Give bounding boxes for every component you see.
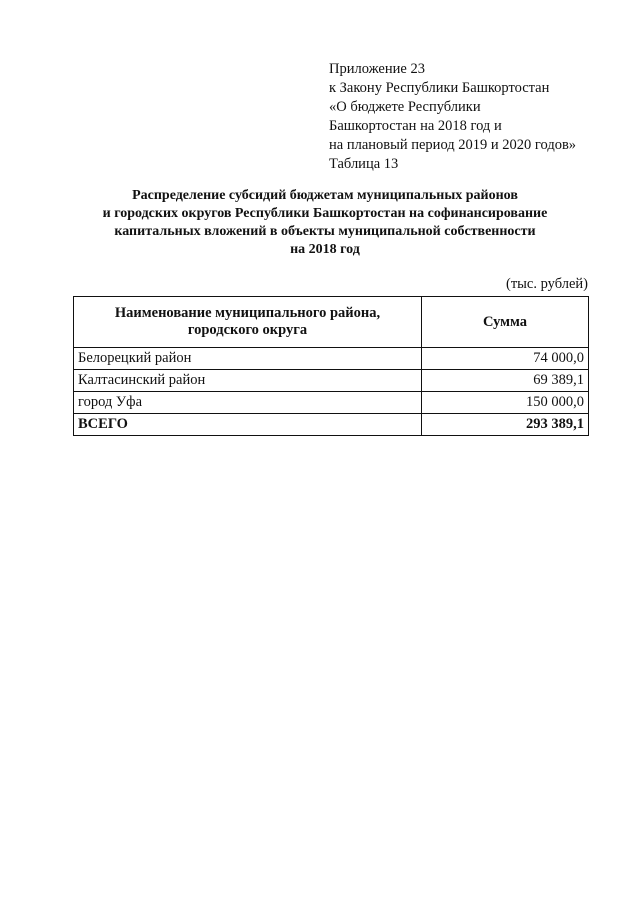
district-amount: 150 000,0: [422, 392, 589, 414]
table-row: [74, 370, 589, 392]
units-label: (тыс. рублей): [506, 276, 588, 292]
title-line: на 2018 год: [290, 242, 360, 257]
appendix-line: Башкортостан на 2018 год и: [329, 118, 502, 134]
table-row: [74, 392, 589, 414]
document-title: [60, 187, 590, 259]
subsidy-table: [73, 296, 589, 436]
table-number: Таблица 13: [329, 156, 399, 172]
title-line: и городских округов Республики Башкортостан на софинансирование: [102, 206, 548, 221]
title-line: капитальных вложений в объекты муниципальной собственности: [114, 224, 536, 239]
table-row: [74, 348, 589, 370]
total-label: ВСЕГО: [74, 414, 422, 436]
district-amount: 74 000,0: [422, 348, 589, 370]
district-amount: 69 389,1: [422, 370, 589, 392]
appendix-line: «О бюджете Республики: [329, 99, 481, 115]
table-header-row: [74, 297, 589, 348]
appendix-line: к Закону Республики Башкортостан: [329, 80, 550, 96]
column-header-name: Наименование муниципального района, городского округа: [74, 297, 422, 348]
district-name: Калтасинский район: [74, 370, 422, 392]
district-name: город Уфа: [74, 392, 422, 414]
appendix-line: на плановый период 2019 и 2020 годов»: [329, 137, 577, 153]
appendix-header: [329, 60, 576, 174]
title-line: Распределение субсидий бюджетам муниципальных районов: [132, 188, 518, 203]
district-name: Белорецкий район: [74, 348, 422, 370]
appendix-line: Приложение 23: [329, 61, 425, 77]
total-row: [74, 414, 589, 436]
column-header-amount: Сумма: [422, 297, 589, 348]
total-amount: 293 389,1: [422, 414, 589, 436]
